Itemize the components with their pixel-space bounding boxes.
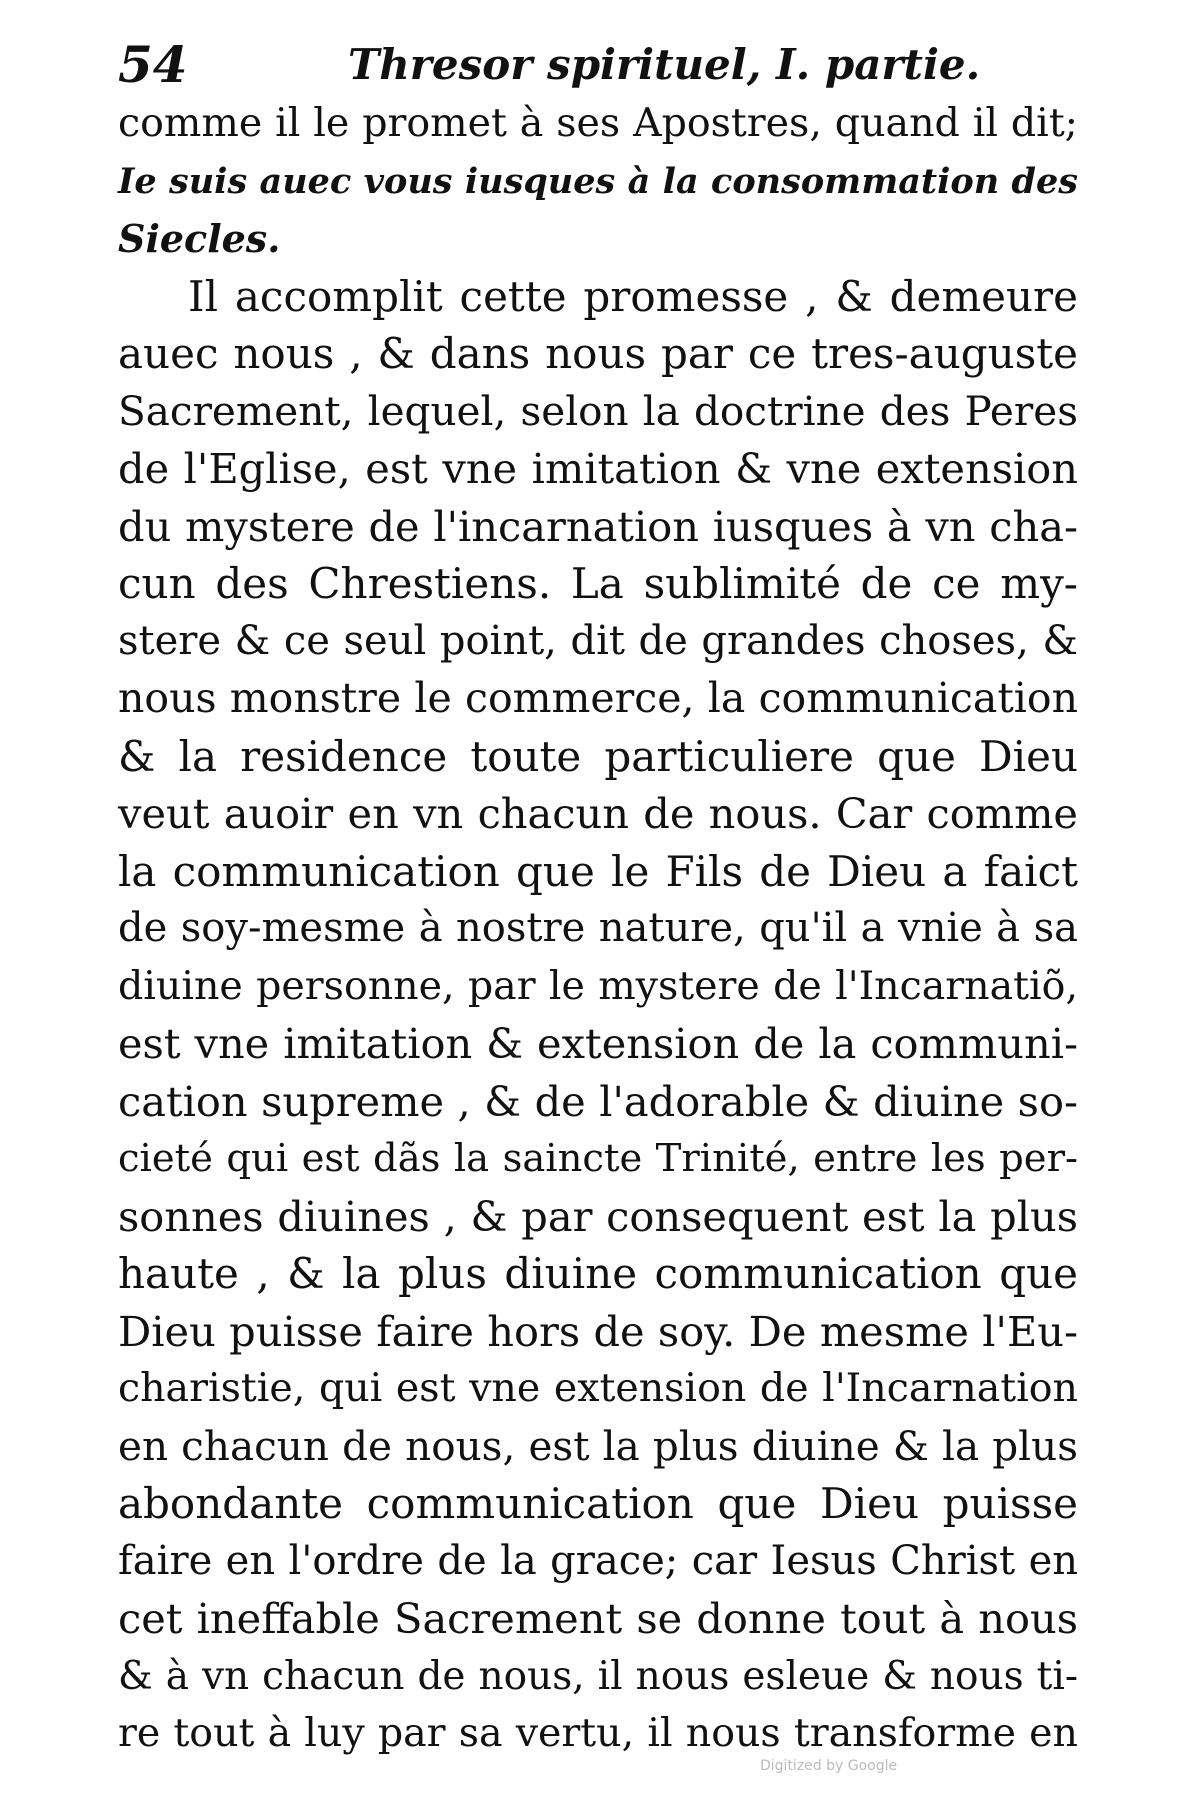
text-line: re tout à luy par sa vertu, il nous transforme en xyxy=(118,1710,1078,1756)
text-line: Dieu puisse faire hors de soy. De mesme l'Eu- xyxy=(118,1306,1078,1356)
text-line: cet ineffable Sacrement se donne tout à nous xyxy=(118,1594,1078,1643)
text-line: est vne imitation & extension de la communi- xyxy=(118,1019,1078,1068)
text-line: & à vn chacun de nous, il nous esleue & nous ti- xyxy=(118,1653,1078,1699)
text-line: du mystere de l'incarnation iusques à vn cha- xyxy=(118,501,1078,551)
running-head: Thresor spirituel, I. partie. xyxy=(348,40,981,89)
digitization-watermark: Digitized by Google xyxy=(760,1758,898,1774)
text-line: comme il le promet à ses Apostres, quand il dit; xyxy=(118,100,1078,146)
text-line: de soy-mesme à nostre nature, qu'il a vnie à sa xyxy=(118,905,1078,951)
text-line: haute , & la plus diuine communication que xyxy=(118,1249,1078,1298)
text-line: nous monstre le commerce, la communication xyxy=(118,674,1078,722)
text-line: charistie, qui est vne extension de l'Incarnation xyxy=(118,1365,1078,1411)
text-line: en chacun de nous, est la plus diuine & la plus xyxy=(118,1421,1078,1470)
page-number: 54 xyxy=(118,35,188,94)
text-line: auec nous , & dans nous par ce tres-auguste xyxy=(118,329,1078,378)
text-line: Il accomplit cette promesse , & demeure xyxy=(188,271,1078,321)
text-line: Siecles. xyxy=(118,216,281,261)
text-line: sonnes diuines , & par consequent est la plus xyxy=(118,1191,1078,1241)
text-line: cation supreme , & de l'adorable & diuine so- xyxy=(118,1076,1078,1126)
text-line: veut auoir en vn chacun de nous. Car comme xyxy=(118,789,1078,838)
text-line: & la residence toute particuliere que Dieu xyxy=(118,731,1078,781)
text-line: Sacrement, lequel, selon la doctrine des Peres xyxy=(118,386,1078,435)
body-text xyxy=(118,95,1078,1763)
text-line: diuine personne, par le mystere de l'Incarnatiõ, xyxy=(118,962,1078,1009)
text-line: stere & ce seul point, dit de grandes choses, & xyxy=(118,617,1078,664)
text-line: cieté qui est dãs la saincte Trinité, entre les per- xyxy=(118,1136,1078,1181)
text-line: la communication que le Fils de Dieu a faict xyxy=(118,846,1078,896)
text-line: de l'Eglise, est vne imitation & vne extension xyxy=(118,444,1078,493)
text-line: cun des Chrestiens. La sublimité de ce my- xyxy=(118,559,1078,608)
text-line: abondante communication que Dieu puisse xyxy=(118,1479,1078,1528)
text-line: faire en l'ordre de la grace; car Iesus Christ en xyxy=(118,1537,1078,1584)
text-line: Ie suis auec vous iusques à la consommation des xyxy=(118,160,1078,202)
page-header xyxy=(118,30,1078,100)
